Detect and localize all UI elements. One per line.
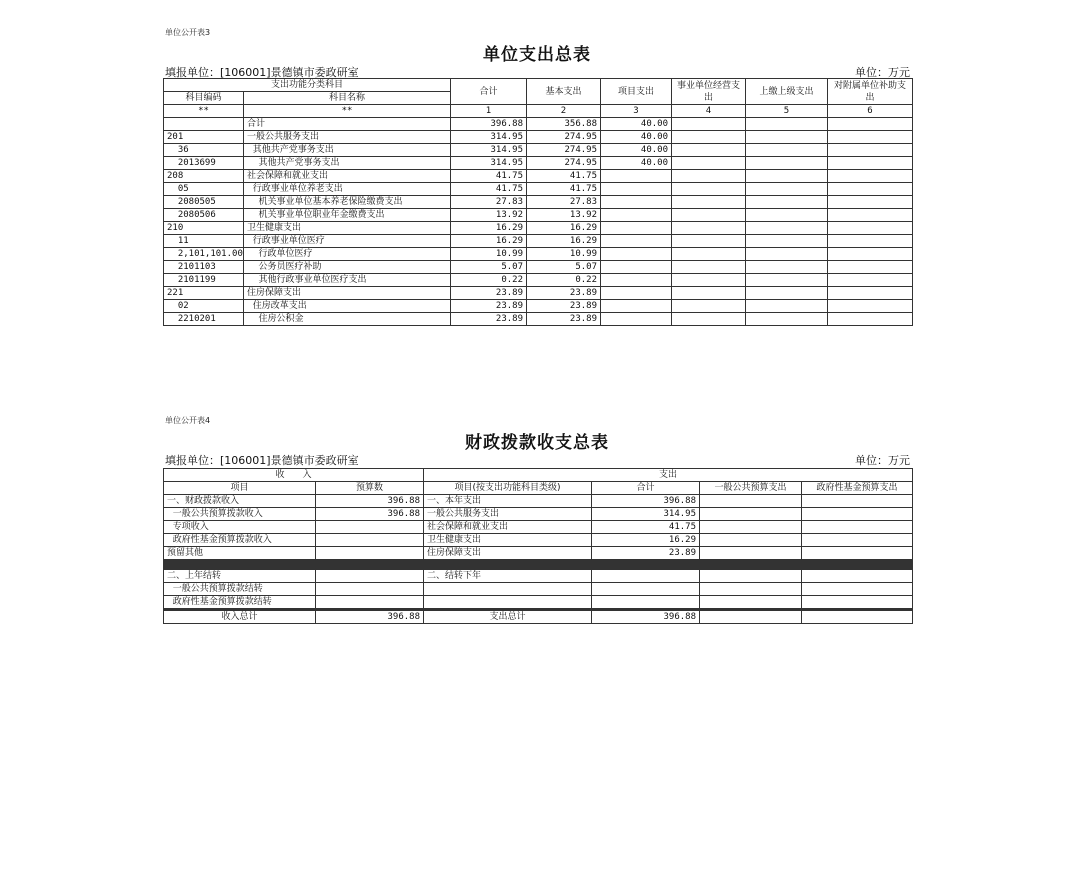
header-basic: 基本支出	[527, 79, 601, 105]
basic-value: 23.89	[527, 287, 601, 300]
table-row	[164, 170, 913, 183]
project-value: 40.00	[601, 144, 672, 157]
subject-name: 机关事业单位基本养老保险缴费支出	[244, 196, 451, 209]
upper-value	[746, 261, 828, 274]
expense-total-fund	[802, 611, 913, 624]
expense-fund	[802, 521, 913, 534]
expense-total	[592, 570, 700, 583]
index-cell: 6	[828, 105, 913, 118]
upper-value	[746, 196, 828, 209]
income-budget: 396.88	[316, 508, 424, 521]
expense-total: 16.29	[592, 534, 700, 547]
basic-value: 274.95	[527, 157, 601, 170]
project-value	[601, 209, 672, 222]
expense-total	[592, 583, 700, 596]
fiscal-allocation-table	[163, 468, 913, 624]
expense-item	[424, 583, 592, 596]
table-row	[164, 105, 913, 118]
basic-value: 41.75	[527, 183, 601, 196]
upper-value	[746, 300, 828, 313]
income-item: 一般公共预算拨款结转	[164, 583, 316, 596]
expense-fund	[802, 583, 913, 596]
basic-value: 274.95	[527, 131, 601, 144]
basic-value: 356.88	[527, 118, 601, 131]
total-value: 23.89	[451, 313, 527, 326]
subsidy-value	[828, 287, 913, 300]
header-exp-item: 项目(按支出功能科目类级)	[424, 482, 592, 495]
table-row	[164, 157, 913, 170]
unit-expenditure-table	[163, 78, 913, 326]
subject-code: 2080506	[164, 209, 244, 222]
expense-general	[700, 570, 802, 583]
subsidy-value	[828, 196, 913, 209]
subject-name: 其他行政事业单位医疗支出	[244, 274, 451, 287]
upper-value	[746, 274, 828, 287]
subject-name: 卫生健康支出	[244, 222, 451, 235]
header-income: 收 入	[164, 469, 424, 482]
income-item: 政府性基金预算拨款收入	[164, 534, 316, 547]
index-row	[164, 105, 913, 118]
subject-name: 一般公共服务支出	[244, 131, 451, 144]
subsidy-value	[828, 157, 913, 170]
income-item: 预留其他	[164, 547, 316, 560]
basic-value: 16.29	[527, 235, 601, 248]
subject-code: 201	[164, 131, 244, 144]
expense-general	[700, 583, 802, 596]
upper-value	[746, 287, 828, 300]
upper-value	[746, 222, 828, 235]
basic-value: 23.89	[527, 313, 601, 326]
header-code: 科目编码	[164, 92, 244, 105]
expense-fund	[802, 508, 913, 521]
project-value	[601, 183, 672, 196]
subject-name: 行政事业单位医疗	[244, 235, 451, 248]
index-cell: 4	[672, 105, 746, 118]
total-value: 23.89	[451, 287, 527, 300]
subject-code: 221	[164, 287, 244, 300]
expense-general	[700, 534, 802, 547]
subject-code: 11	[164, 235, 244, 248]
header-general: 一般公共预算支出	[700, 482, 802, 495]
total-value: 16.29	[451, 222, 527, 235]
table-row	[164, 196, 913, 209]
expense-total-value: 396.88	[592, 611, 700, 624]
expense-item: 一、本年支出	[424, 495, 592, 508]
business-value	[672, 274, 746, 287]
basic-value: 0.22	[527, 274, 601, 287]
business-value	[672, 118, 746, 131]
expense-item	[424, 596, 592, 609]
basic-value: 5.07	[527, 261, 601, 274]
expense-general	[700, 547, 802, 560]
expense-fund	[802, 570, 913, 583]
upper-value	[746, 170, 828, 183]
business-value	[672, 157, 746, 170]
income-budget	[316, 547, 424, 560]
expense-item: 住房保障支出	[424, 547, 592, 560]
project-value	[601, 196, 672, 209]
project-value	[601, 170, 672, 183]
table2-note: 单位公开表4	[165, 416, 211, 425]
business-value	[672, 222, 746, 235]
table-row	[164, 534, 913, 547]
table-row	[164, 144, 913, 157]
subject-code: 02	[164, 300, 244, 313]
basic-value: 23.89	[527, 300, 601, 313]
total-value: 314.95	[451, 131, 527, 144]
expense-fund	[802, 534, 913, 547]
subsidy-value	[828, 274, 913, 287]
expense-total	[592, 596, 700, 609]
table-row	[164, 300, 913, 313]
income-budget: 396.88	[316, 495, 424, 508]
business-value	[672, 287, 746, 300]
basic-value: 16.29	[527, 222, 601, 235]
subject-name: 住房公积金	[244, 313, 451, 326]
business-value	[672, 300, 746, 313]
total-value: 41.75	[451, 170, 527, 183]
subject-name: 其他共产党事务支出	[244, 157, 451, 170]
expense-total: 314.95	[592, 508, 700, 521]
table1-body	[164, 118, 913, 326]
total-value: 13.92	[451, 209, 527, 222]
basic-value: 13.92	[527, 209, 601, 222]
project-value	[601, 274, 672, 287]
upper-value	[746, 183, 828, 196]
total-value: 10.99	[451, 248, 527, 261]
business-value	[672, 261, 746, 274]
subsidy-value	[828, 170, 913, 183]
income-item: 二、上年结转	[164, 570, 316, 583]
table-row	[164, 118, 913, 131]
subject-name: 行政事业单位养老支出	[244, 183, 451, 196]
table-row	[164, 547, 913, 560]
business-value	[672, 248, 746, 261]
header-item: 项目	[164, 482, 316, 495]
business-value	[672, 209, 746, 222]
table-row	[164, 495, 913, 508]
header-function-group: 支出功能分类科目	[164, 79, 451, 92]
upper-value	[746, 235, 828, 248]
income-budget	[316, 583, 424, 596]
subject-code: 05	[164, 183, 244, 196]
business-value	[672, 183, 746, 196]
total-value: 0.22	[451, 274, 527, 287]
expense-item: 社会保障和就业支出	[424, 521, 592, 534]
header-business: 事业单位经营支出	[672, 79, 746, 105]
subsidy-value	[828, 261, 913, 274]
table-row	[164, 274, 913, 287]
subsidy-value	[828, 144, 913, 157]
basic-value: 27.83	[527, 196, 601, 209]
index-cell: 5	[746, 105, 828, 118]
header-name: 科目名称	[244, 92, 451, 105]
table1-note: 单位公开表3	[165, 28, 211, 37]
project-value	[601, 261, 672, 274]
expense-item: 卫生健康支出	[424, 534, 592, 547]
header-expense: 支出	[424, 469, 913, 482]
table-row	[164, 131, 913, 144]
subsidy-value	[828, 118, 913, 131]
header-budget: 预算数	[316, 482, 424, 495]
subject-code: 210	[164, 222, 244, 235]
subject-code: 2,101,101.00	[164, 248, 244, 261]
index-cell: **	[244, 105, 451, 118]
index-cell: 1	[451, 105, 527, 118]
expense-total-general	[700, 611, 802, 624]
table-row	[164, 521, 913, 534]
subject-name: 行政单位医疗	[244, 248, 451, 261]
business-value	[672, 144, 746, 157]
project-value: 40.00	[601, 157, 672, 170]
expense-total-label: 支出总计	[424, 611, 592, 624]
subject-code: 2101199	[164, 274, 244, 287]
subject-name: 其他共产党事务支出	[244, 144, 451, 157]
basic-value: 10.99	[527, 248, 601, 261]
table1-title: 单位支出总表	[483, 45, 591, 65]
expense-general	[700, 521, 802, 534]
subject-code	[164, 118, 244, 131]
table-row	[164, 313, 913, 326]
subject-name: 社会保障和就业支出	[244, 170, 451, 183]
subject-code: 2013699	[164, 157, 244, 170]
table-row	[164, 235, 913, 248]
table-row	[164, 508, 913, 521]
upper-value	[746, 313, 828, 326]
subject-name: 机关事业单位职业年金缴费支出	[244, 209, 451, 222]
table2-title: 财政拨款收支总表	[465, 433, 609, 453]
income-budget	[316, 521, 424, 534]
upper-value	[746, 144, 828, 157]
header-exp-total: 合计	[592, 482, 700, 495]
income-item: 政府性基金预算拨款结转	[164, 596, 316, 609]
index-cell: **	[164, 105, 244, 118]
total-value: 16.29	[451, 235, 527, 248]
subsidy-value	[828, 131, 913, 144]
header-upper: 上缴上级支出	[746, 79, 828, 105]
table-row	[164, 596, 913, 609]
business-value	[672, 131, 746, 144]
header-fund: 政府性基金预算支出	[802, 482, 913, 495]
expense-fund	[802, 547, 913, 560]
subject-code: 2080505	[164, 196, 244, 209]
subject-name: 公务员医疗补助	[244, 261, 451, 274]
expense-total: 396.88	[592, 495, 700, 508]
expense-general	[700, 495, 802, 508]
header-subsidy: 对附属单位补助支出	[828, 79, 913, 105]
business-value	[672, 313, 746, 326]
index-cell: 2	[527, 105, 601, 118]
subsidy-value	[828, 235, 913, 248]
index-cell: 3	[601, 105, 672, 118]
subject-code: 2210201	[164, 313, 244, 326]
subsidy-value	[828, 183, 913, 196]
income-item: 一般公共预算拨款收入	[164, 508, 316, 521]
table-row	[164, 287, 913, 300]
subject-code: 208	[164, 170, 244, 183]
expense-total: 23.89	[592, 547, 700, 560]
income-total-value: 396.88	[316, 611, 424, 624]
income-item: 专项收入	[164, 521, 316, 534]
header-total: 合计	[451, 79, 527, 105]
header-project: 项目支出	[601, 79, 672, 105]
project-value	[601, 287, 672, 300]
table2-filler: 填报单位：[106001]景德镇市委政研室	[165, 454, 359, 467]
table1-unit: 单位：万元	[855, 66, 910, 79]
upper-value	[746, 118, 828, 131]
subject-code: 36	[164, 144, 244, 157]
income-item: 一、财政拨款收入	[164, 495, 316, 508]
expense-item: 一般公共服务支出	[424, 508, 592, 521]
project-value	[601, 313, 672, 326]
table1-filler: 填报单位：[106001]景德镇市委政研室	[165, 66, 359, 79]
table-row	[164, 261, 913, 274]
total-value: 5.07	[451, 261, 527, 274]
subject-name: 合计	[244, 118, 451, 131]
upper-value	[746, 131, 828, 144]
subsidy-value	[828, 300, 913, 313]
project-value	[601, 248, 672, 261]
income-budget	[316, 596, 424, 609]
table2-body	[164, 495, 913, 611]
subsidy-value	[828, 222, 913, 235]
table-row	[164, 583, 913, 596]
subsidy-value	[828, 209, 913, 222]
total-value: 314.95	[451, 144, 527, 157]
income-budget	[316, 570, 424, 583]
total-value: 396.88	[451, 118, 527, 131]
table-row	[164, 570, 913, 583]
upper-value	[746, 248, 828, 261]
subsidy-value	[828, 313, 913, 326]
income-budget	[316, 534, 424, 547]
table2-unit: 单位：万元	[855, 454, 910, 467]
business-value	[672, 196, 746, 209]
income-total-label: 收入总计	[164, 611, 316, 624]
basic-value: 274.95	[527, 144, 601, 157]
total-value: 23.89	[451, 300, 527, 313]
subsidy-value	[828, 248, 913, 261]
expense-total: 41.75	[592, 521, 700, 534]
total-value: 41.75	[451, 183, 527, 196]
subject-name: 住房保障支出	[244, 287, 451, 300]
expense-fund	[802, 495, 913, 508]
expense-fund	[802, 596, 913, 609]
project-value: 40.00	[601, 131, 672, 144]
expense-general	[700, 508, 802, 521]
subject-name: 住房改革支出	[244, 300, 451, 313]
project-value	[601, 235, 672, 248]
project-value	[601, 222, 672, 235]
business-value	[672, 235, 746, 248]
upper-value	[746, 209, 828, 222]
project-value	[601, 300, 672, 313]
table-row	[164, 183, 913, 196]
project-value: 40.00	[601, 118, 672, 131]
table-row	[164, 248, 913, 261]
table-row	[164, 222, 913, 235]
table-row	[164, 209, 913, 222]
subject-code: 2101103	[164, 261, 244, 274]
basic-value: 41.75	[527, 170, 601, 183]
total-value: 314.95	[451, 157, 527, 170]
upper-value	[746, 157, 828, 170]
total-value: 27.83	[451, 196, 527, 209]
expense-item: 二、结转下年	[424, 570, 592, 583]
business-value	[672, 170, 746, 183]
expense-general	[700, 596, 802, 609]
